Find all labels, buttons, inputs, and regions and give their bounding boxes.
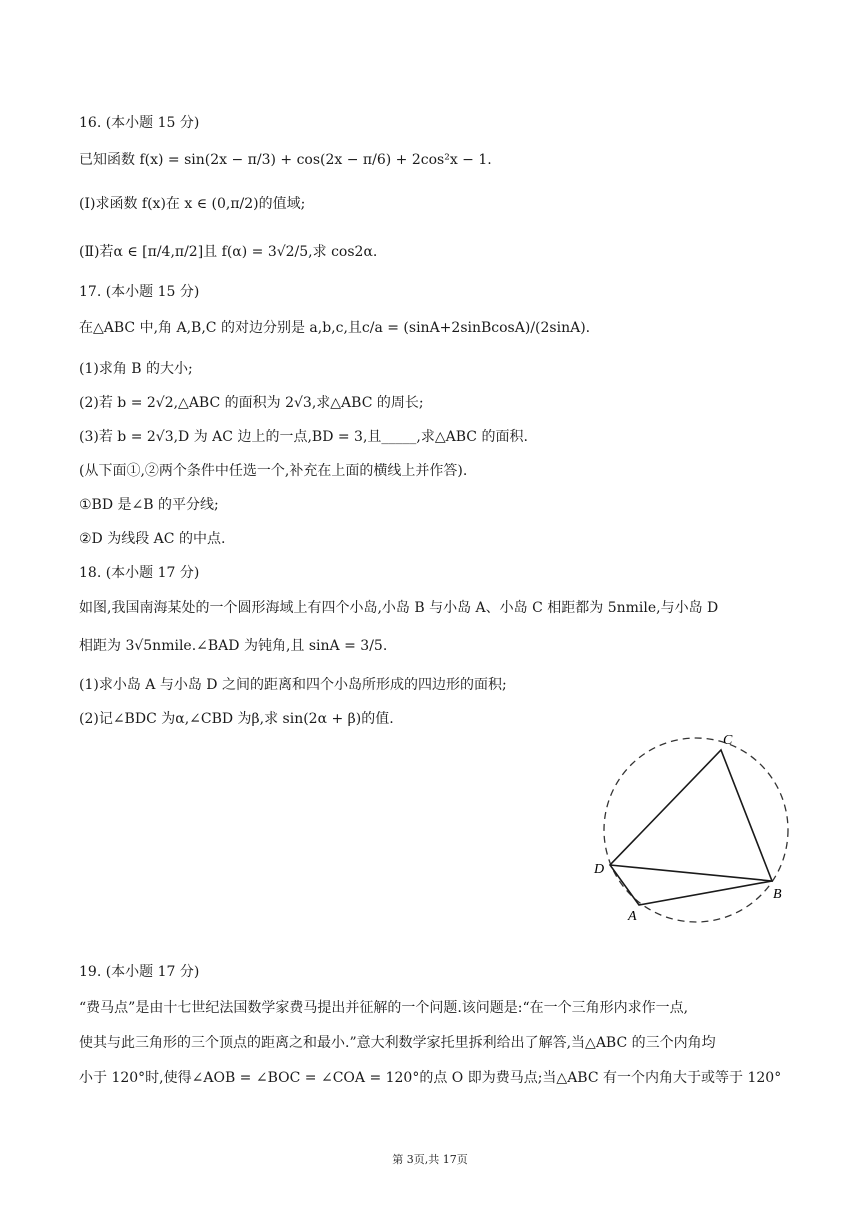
q18-stem-line1: 如图,我国南海某处的一个圆形海域上有四个小岛,小岛 B 与小岛 A、小岛 C 相距都为 5nmile,与小岛 D xyxy=(79,600,719,616)
q18-header: 18. (本小题 17 分) xyxy=(79,565,200,581)
diagonal-bd xyxy=(610,865,772,881)
q16-part1: (Ⅰ)求函数 f(x)在 x ∈ (0,π/2)的值域; xyxy=(79,196,306,212)
q17-option1: ①BD 是∠B 的平分线; xyxy=(79,497,219,513)
label-d: D xyxy=(594,862,605,877)
q17-option2: ②D 为线段 AC 的中点. xyxy=(79,531,226,547)
label-c: C xyxy=(723,733,733,748)
quadrilateral-abcd xyxy=(610,750,772,905)
island-circle-figure xyxy=(588,728,796,928)
q17-part2: (2)若 b = 2√2,△ABC 的面积为 2√3,求△ABC 的周长; xyxy=(79,395,424,411)
q18-stem-line2: 相距为 3√5nmile.∠BAD 为钝角,且 sinA = 3/5. xyxy=(79,638,388,654)
label-b: B xyxy=(773,887,782,902)
q19-line1: “费马点”是由十七世纪法国数学家费马提出并征解的一个问题.该问题是:“在一个三角形内求作一点, xyxy=(79,1000,689,1016)
q18-part2: (2)记∠BDC 为α,∠CBD 为β,求 sin(2α + β)的值. xyxy=(79,711,394,727)
page-footer: 第 3页,共 17页 xyxy=(392,1153,468,1166)
q17-part3: (3)若 b = 2√3,D 为 AC 边上的一点,BD = 3,且_____,求△ABC 的面积. xyxy=(79,429,528,445)
q16-stem: 已知函数 f(x) = sin(2x − π/3) + cos(2x − π/6) + 2cos²x − 1. xyxy=(79,152,492,168)
q17-header: 17. (本小题 15 分) xyxy=(79,284,200,300)
q19-line3: 小于 120°时,使得∠AOB = ∠BOC = ∠COA = 120°的点 O 即为费马点;当△ABC 有一个内角大于或等于 120° xyxy=(79,1070,782,1086)
q19-header: 19. (本小题 17 分) xyxy=(79,964,200,980)
q16-header: 16. (本小题 15 分) xyxy=(79,115,200,131)
q17-stem: 在△ABC 中,角 A,B,C 的对边分别是 a,b,c,且c/a = (sinA+2sinBcosA)/(2sinA). xyxy=(79,320,591,336)
q17-instruction: (从下面①,②两个条件中任选一个,补充在上面的横线上并作答). xyxy=(79,463,468,479)
label-a: A xyxy=(628,909,637,924)
q19-line2: 使其与此三角形的三个顶点的距离之和最小.”意大利数学家托里拆利给出了解答,当△ABC 的三个内角均 xyxy=(79,1035,716,1051)
q18-part1: (1)求小岛 A 与小岛 D 之间的距离和四个小岛所形成的四边形的面积; xyxy=(79,677,507,693)
q16-part2: (Ⅱ)若α ∈ [π/4,π/2]且 f(α) = 3√2/5,求 cos2α. xyxy=(79,244,378,260)
q17-part1: (1)求角 B 的大小; xyxy=(79,361,193,377)
